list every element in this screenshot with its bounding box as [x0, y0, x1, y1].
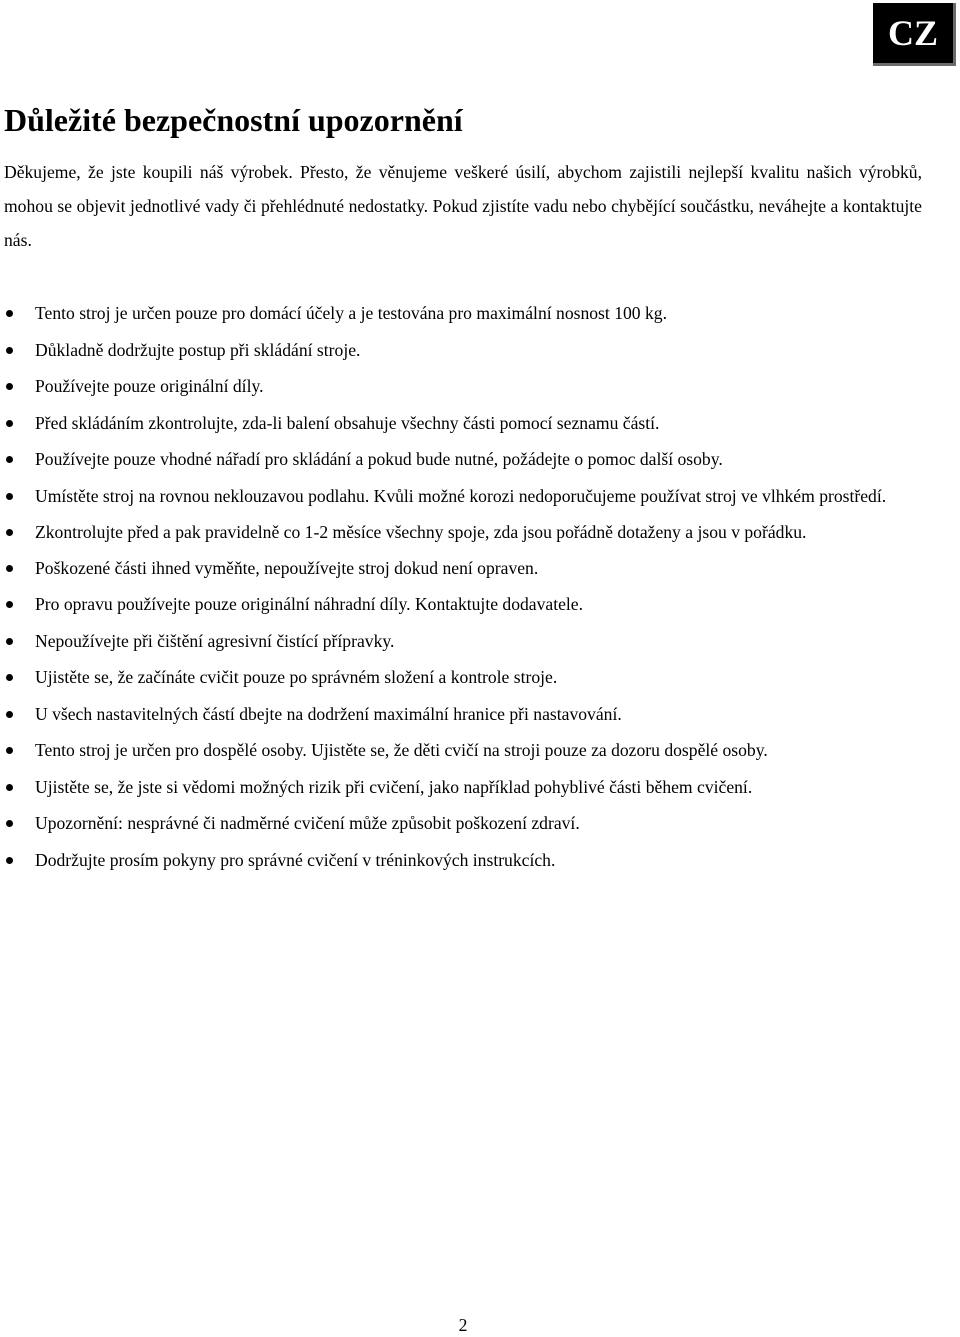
- list-item: [0, 405, 922, 442]
- bullet-icon: [6, 420, 13, 427]
- list-item: [0, 368, 922, 405]
- list-item-text: Umístěte stroj na rovnou neklouzavou podlahu. Kvůli možné korozi nedoporučujeme používat stroj ve vlhkém prostředí.: [35, 485, 887, 506]
- bullet-icon: [6, 711, 13, 718]
- list-item-text: Tento stroj je určen pouze pro domácí účely a je testována pro maximální nosnost 100 kg.: [35, 303, 667, 323]
- list-item-text: Upozornění: nesprávné či nadměrné cvičení může způsobit poškození zdraví.: [35, 813, 580, 833]
- list-item-text: Před skládáním zkontrolujte, zda-li balení obsahuje všechny části pomocí seznamu částí.: [35, 412, 660, 433]
- list-item-text: Používejte pouze vhodné nářadí pro skládání a pokud bude nutné, požádejte o pomoc další osoby.: [35, 449, 723, 469]
- page-title: Důležité bezpečnostní upozornění: [4, 102, 463, 138]
- list-item: [0, 805, 922, 842]
- list-item: [0, 332, 922, 369]
- language-badge-label: CZ: [887, 13, 938, 53]
- list-item: [0, 295, 922, 332]
- bullet-icon: [6, 820, 13, 827]
- list-item-text: Zkontrolujte před a pak pravidelně co 1-2 měsíce všechny spoje, zda jsou pořádně dotaženy a jsou v pořádku.: [35, 521, 807, 542]
- list-item: [0, 732, 922, 769]
- list-item: [0, 842, 922, 879]
- bullet-icon: [6, 456, 13, 463]
- list-item-text: Ujistěte se, že začínáte cvičit pouze po správném složení a kontrole stroje.: [35, 667, 558, 687]
- bullet-icon: [6, 601, 13, 608]
- list-item-text: Důkladně dodržujte postup při skládání stroje.: [35, 339, 361, 360]
- list-item: [0, 769, 922, 806]
- list-item: [0, 514, 922, 550]
- list-item: [0, 586, 922, 623]
- bullet-icon: [6, 493, 13, 500]
- bullet-icon: [6, 857, 13, 864]
- bullet-icon: [6, 383, 13, 390]
- list-item: [0, 478, 922, 514]
- list-item-text: Poškozené části ihned vyměňte, nepoužívejte stroj dokud není opraven.: [35, 557, 539, 578]
- list-item: [0, 550, 922, 587]
- list-item: [0, 696, 922, 733]
- language-badge: [873, 3, 956, 66]
- intro-paragraph: Děkujeme, že jste koupili náš výrobek. Přesto, že věnujeme veškeré úsilí, abychom zajistili nejlepší kvalitu našich výrobků, mohou se objevit jednotlivé vady či přehlédnuté nedostatky. Pokud zjistíte vadu nebo chybějící součástku, neváhejte a kontaktujte nás.: [4, 162, 922, 250]
- list-item: [0, 623, 922, 660]
- bullet-icon: [6, 565, 13, 572]
- page-number: 2: [458, 1315, 468, 1335]
- bullet-icon: [6, 347, 13, 354]
- list-item: [0, 659, 922, 696]
- bullet-icon: [6, 529, 13, 536]
- list-item-text: Tento stroj je určen pro dospělé osoby. Ujistěte se, že děti cvičí na stroji pouze za dozoru dospělé osoby.: [35, 740, 768, 760]
- list-item-text: Ujistěte se, že jste si vědomi možných rizik při cvičení, jako například pohyblivé části během cvičení.: [35, 776, 753, 797]
- bullet-icon: [6, 747, 13, 754]
- bullet-icon: [6, 638, 13, 645]
- list-item-text: U všech nastavitelných částí dbejte na dodržení maximální hranice při nastavování.: [35, 703, 622, 724]
- bullet-icon: [6, 310, 13, 317]
- list-item-text: Nepoužívejte při čištění agresivní čistící přípravky.: [35, 630, 395, 651]
- list-item: [0, 441, 922, 478]
- list-item-text: Pro opravu používejte pouze originální náhradní díly. Kontaktujte dodavatele.: [35, 594, 584, 614]
- list-item-text: Dodržujte prosím pokyny pro správné cvičení v tréninkových instrukcích.: [35, 849, 556, 870]
- safety-rules-list: [0, 295, 922, 878]
- bullet-icon: [6, 784, 13, 791]
- bullet-icon: [6, 674, 13, 681]
- list-item-text: Používejte pouze originální díly.: [35, 376, 264, 396]
